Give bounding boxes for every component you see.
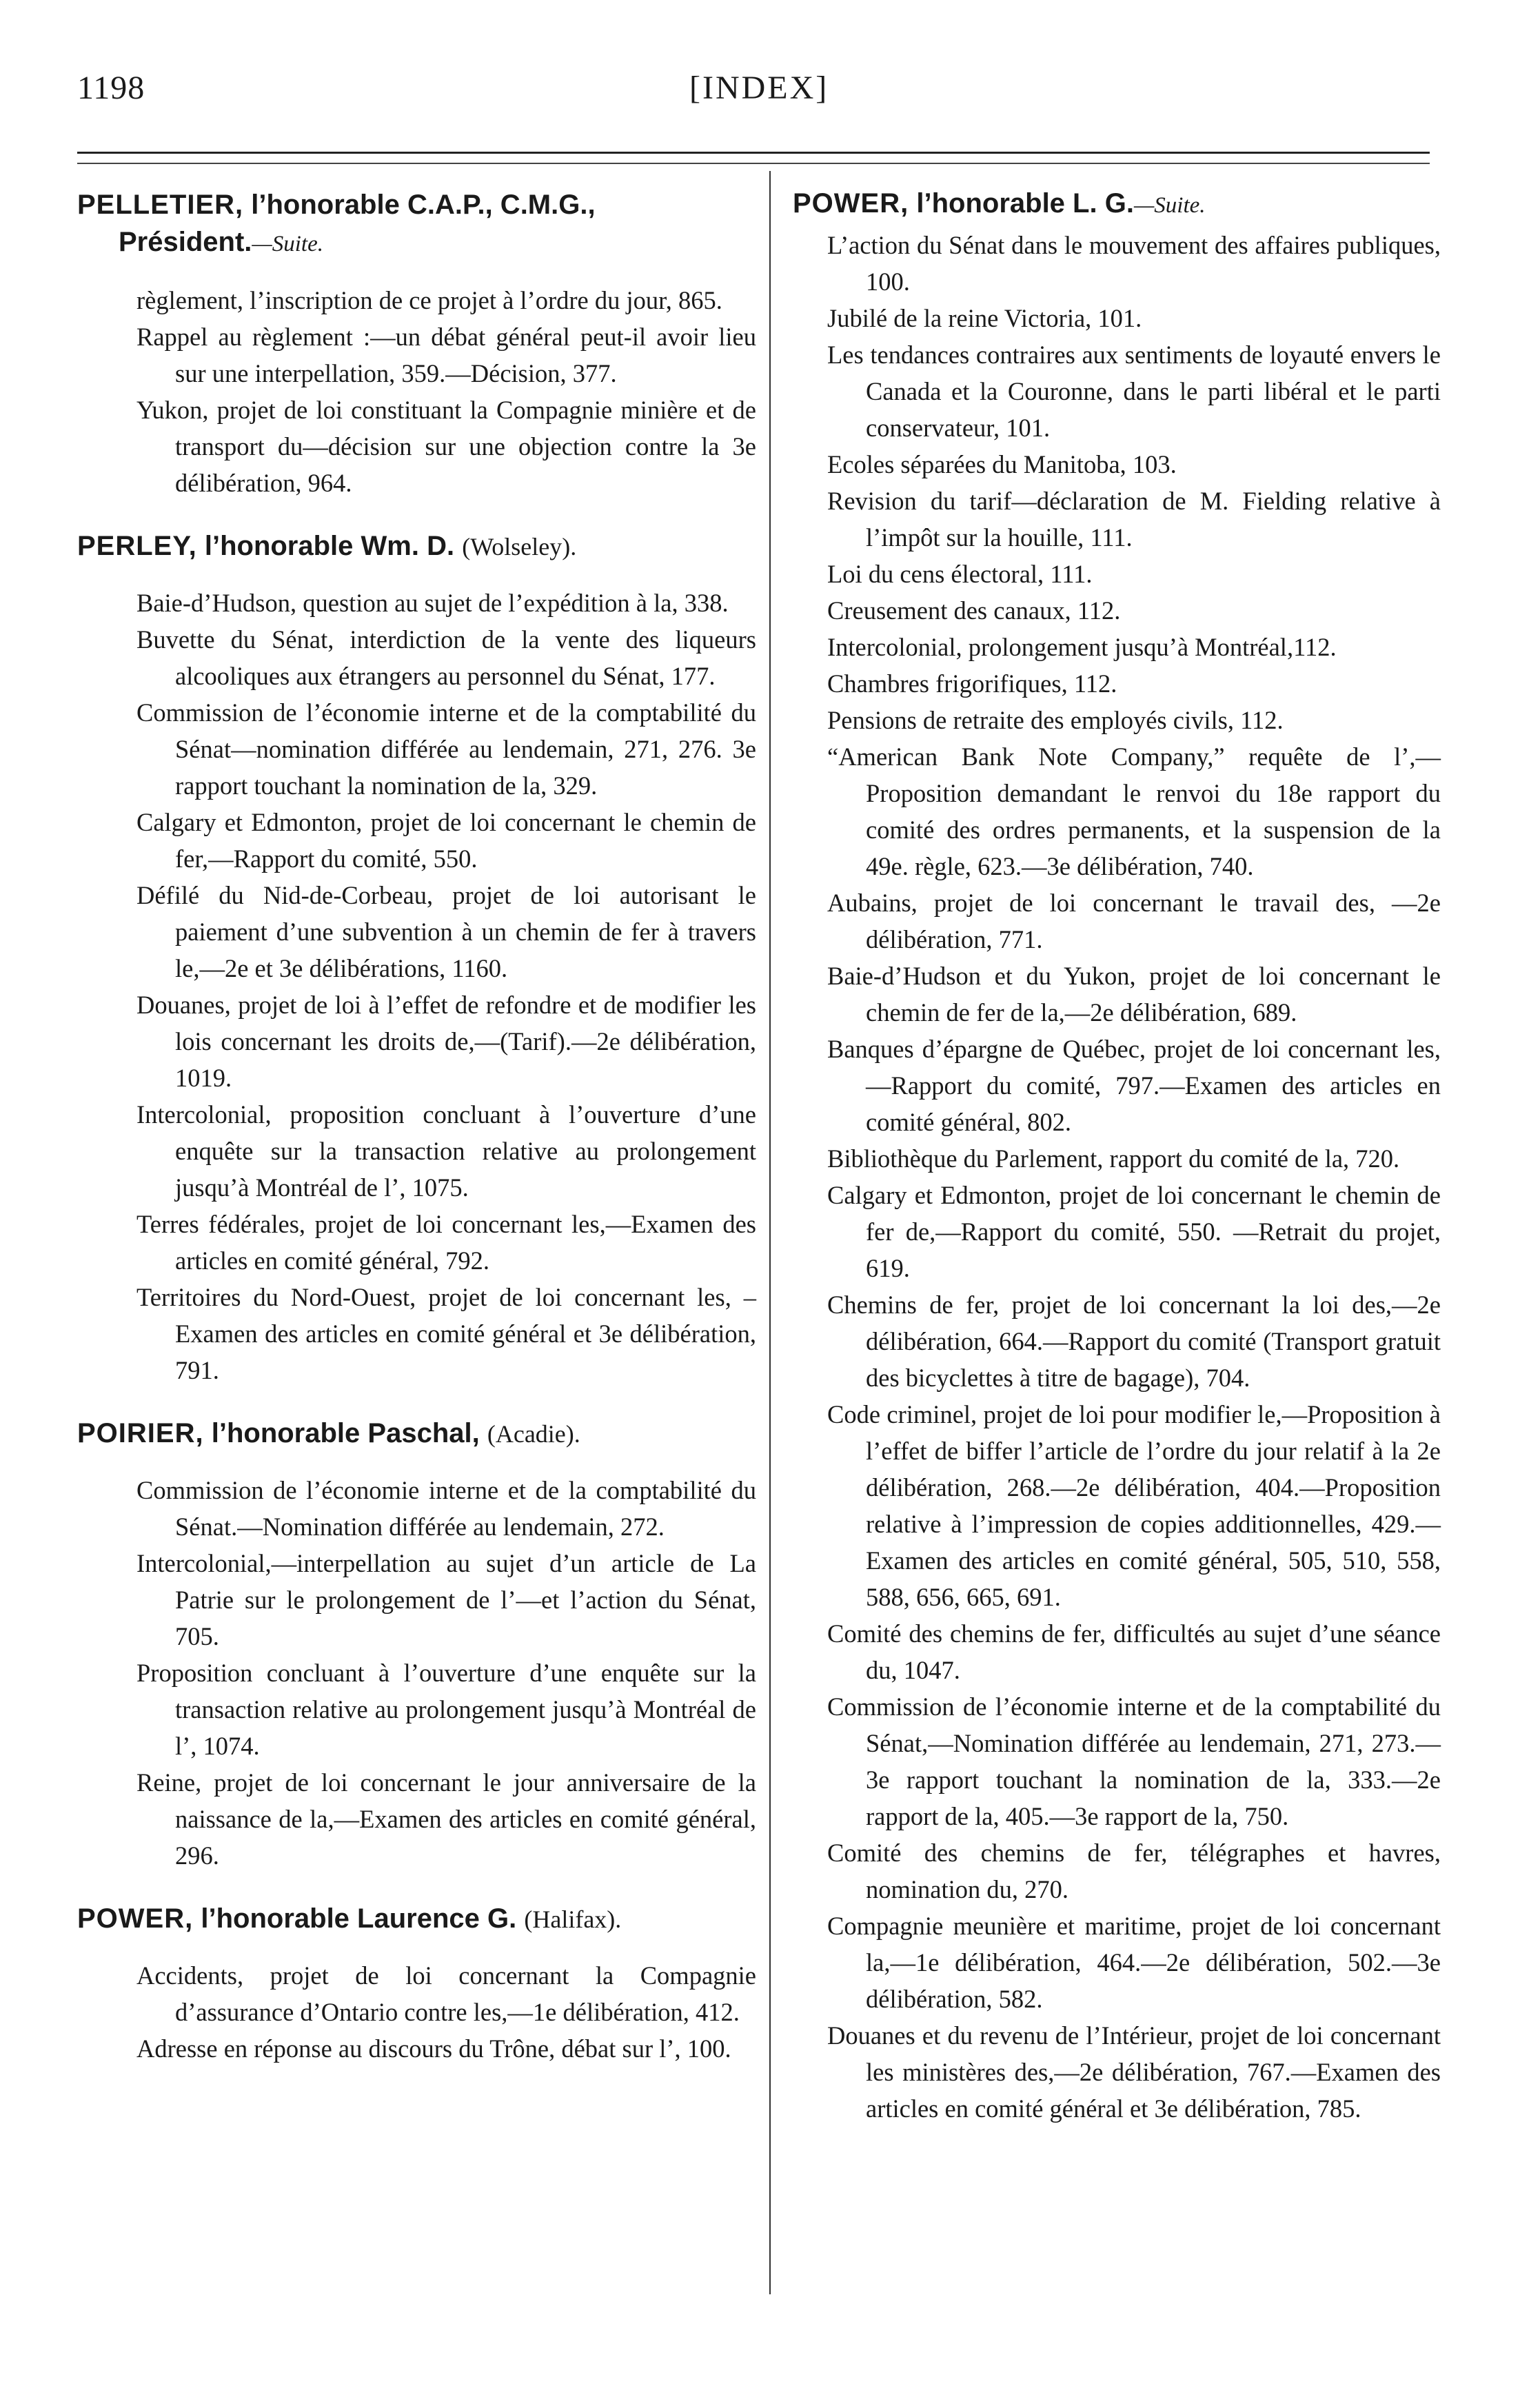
index-entry: Chemins de fer, projet de loi concernant la loi des,—2e délibération, 664.—Rapport du comité (Transport gratuit des bicyclettes à titre de bagage), 704. xyxy=(827,1291,1441,1392)
index-entry: Bibliothèque du Parlement, rapport du comité de la, 720. xyxy=(827,1144,1400,1173)
person-name: POWER, xyxy=(77,1903,194,1934)
index-entry: Buvette du Sénat, interdiction de la vente des liqueurs alcooliques aux étrangers au personnel du Sénat, 177. xyxy=(136,625,756,690)
riding: (Acadie). xyxy=(487,1420,580,1448)
index-entry: “American Bank Note Company,” requête de l’,—Proposition demandant le renvoi du 18e rapport du comité des ordres permanents, et la suspension de la 49e. règle, 623.—3e délibération, 740. xyxy=(827,742,1441,880)
index-entry: Baie-d’Hudson et du Yukon, projet de loi concernant le chemin de fer de la,—2e délibération, 689. xyxy=(827,962,1441,1027)
index-entry: Compagnie meunière et maritime, projet de loi concernant la,—1e délibération, 464.—2e délibération, 502.—3e délibération, 582. xyxy=(827,1912,1441,2013)
index-entry: Terres fédérales, projet de loi concernant les,—Examen des articles en comité général, 792. xyxy=(136,1210,756,1275)
entry-heading xyxy=(77,1415,756,1453)
continued-label: —Suite. xyxy=(252,232,323,256)
column-divider xyxy=(769,171,771,2294)
index-entry: Reine, projet de loi concernant le jour anniversaire de la naissance de la,—Examen des articles en comité général, 296. xyxy=(136,1768,756,1870)
entry-list xyxy=(77,282,756,501)
entry-heading xyxy=(77,1900,756,1938)
entry-list xyxy=(793,227,1441,2127)
index-entry: Commission de l’économie interne et de la comptabilité du Sénat.—Nomination différée au lendemain, 272. xyxy=(136,1476,756,1541)
index-entry: Intercolonial, prolongement jusqu’à Montréal,112. xyxy=(827,633,1337,661)
person-title: l’honorable C.A.P., C.M.G., xyxy=(251,190,596,220)
person-name: POWER, xyxy=(793,188,909,219)
index-entry: Banques d’épargne de Québec, projet de loi concernant les,—Rapport du comité, 797.—Examen des articles en comité général, 802. xyxy=(827,1035,1441,1136)
continued-label: —Suite. xyxy=(1133,193,1206,218)
index-entry: Douanes, projet de loi à l’effet de refondre et de modifier les lois concernant les droits de,—(Tarif).—2e délibération, 1019. xyxy=(136,991,756,1092)
right-column xyxy=(793,185,1441,2153)
index-entry: Intercolonial,—interpellation au sujet d’un article de La Patrie sur le prolongement de l’—et l’action du Sénat, 705. xyxy=(136,1549,756,1650)
index-entry: Commission de l’économie interne et de la comptabilité du Sénat—nomination différée au lendemain, 271, 276. 3e rapport touchant la nomination de la, 329. xyxy=(136,698,756,800)
index-entry: Adresse en réponse au discours du Trône, débat sur l’, 100. xyxy=(136,2034,731,2063)
riding: (Halifax). xyxy=(524,1905,622,1933)
header-rule xyxy=(77,152,1430,154)
entry-list xyxy=(77,585,756,1388)
person-title: l’honorable Paschal, xyxy=(211,1418,480,1448)
index-entry: Territoires du Nord-Ouest, projet de loi concernant les, –Examen des articles en comité général et 3e délibération, 791. xyxy=(136,1283,756,1384)
index-entry: Ecoles séparées du Manitoba, 103. xyxy=(827,450,1177,478)
index-entry: Yukon, projet de loi constituant la Compagnie minière et de transport du—décision sur une objection contre la 3e délibération, 964. xyxy=(136,396,756,497)
index-entry: Baie-d’Hudson, question au sujet de l’expédition à la, 338. xyxy=(136,589,729,617)
index-entry: Intercolonial, proposition concluant à l’ouverture d’une enquête sur la transaction relative au prolongement jusqu’à Montréal de l’, 1075. xyxy=(136,1100,756,1202)
index-entry: Revision du tarif—déclaration de M. Fielding relative à l’impôt sur la houille, 111. xyxy=(827,487,1441,552)
person-office xyxy=(77,223,756,263)
header-rule-thin xyxy=(77,163,1430,164)
index-entry: Douanes et du revenu de l’Intérieur, projet de loi concernant les ministères des,—2e délibération, 767.—Examen des articles en comité général et 3e délibération, 785. xyxy=(827,2021,1441,2123)
index-entry: L’action du Sénat dans le mouvement des affaires publiques, 100. xyxy=(827,231,1441,296)
index-entry: Creusement des canaux, 112. xyxy=(827,596,1121,625)
index-entry: Jubilé de la reine Victoria, 101. xyxy=(827,304,1142,332)
index-entry: règlement, l’inscription de ce projet à l’ordre du jour, 865. xyxy=(136,286,722,314)
index-entry: Code criminel, projet de loi pour modifier le,—Proposition à l’effet de biffer l’article de l’ordre du jour relatif à la 2e délibération, 268.—2e délibération, 404.—Proposition relative à l’impression de copies additionnelles, 429.—Examen des articles en comité général, 505, 510, 558, 588, 656, 665, 691. xyxy=(827,1400,1441,1611)
entry-heading xyxy=(77,527,756,565)
person-title: l’honorable L. G. xyxy=(916,188,1134,219)
index-entry: Calgary et Edmonton, projet de loi concernant le chemin de fer de,—Rapport du comité, 550. —Retrait du projet, 619. xyxy=(827,1181,1441,1282)
entry-heading xyxy=(793,185,1441,224)
running-head: [INDEX] xyxy=(689,70,829,106)
index-entry: Comité des chemins de fer, télégraphes et havres, nomination du, 270. xyxy=(827,1839,1441,1903)
index-entry: Aubains, projet de loi concernant le travail des, —2e délibération, 771. xyxy=(827,889,1441,953)
index-entry: Les tendances contraires aux sentiments de loyauté envers le Canada et la Couronne, dans le parti libéral et le parti conservateur, 101. xyxy=(827,341,1441,442)
person-title: l’honorable Laurence G. xyxy=(201,1903,517,1934)
left-column xyxy=(77,186,756,2093)
index-entry: Pensions de retraite des employés civils, 112. xyxy=(827,706,1284,734)
index-entry: Loi du cens électoral, 111. xyxy=(827,560,1093,588)
entry-list xyxy=(77,1472,756,1874)
index-entry: Chambres frigorifiques, 112. xyxy=(827,669,1117,698)
index-entry: Proposition concluant à l’ouverture d’une enquête sur la transaction relative au prolongement jusqu’à Montréal de l’, 1074. xyxy=(136,1659,756,1760)
page-number: 1198 xyxy=(77,70,145,106)
person-name: PERLEY, xyxy=(77,531,197,561)
person-name: PELLETIER, xyxy=(77,190,244,220)
index-entry: Comité des chemins de fer, difficultés au sujet d’une séance du, 1047. xyxy=(827,1619,1441,1684)
index-entry: Rappel au règlement :—un débat général peut-il avoir lieu sur une interpellation, 359.—Décision, 377. xyxy=(136,323,756,387)
entry-heading xyxy=(77,186,756,263)
index-entry: Calgary et Edmonton, projet de loi concernant le chemin de fer,—Rapport du comité, 550. xyxy=(136,808,756,873)
person-title: l’honorable Wm. D. xyxy=(204,531,455,561)
entry-list xyxy=(77,1957,756,2067)
index-entry: Commission de l’économie interne et de la comptabilité du Sénat,—Nomination différée au lendemain, 271, 273.—3e rapport touchant la nomination de la, 333.—2e rapport de la, 405.—3e rapport de la, 750. xyxy=(827,1692,1441,1830)
person-name: POIRIER, xyxy=(77,1418,204,1448)
riding: (Wolseley). xyxy=(462,533,577,560)
office-label: Président. xyxy=(119,227,252,257)
index-entry: Accidents, projet de loi concernant la Compagnie d’assurance d’Ontario contre les,—1e délibération, 412. xyxy=(136,1961,756,2026)
index-entry: Défilé du Nid-de-Corbeau, projet de loi autorisant le paiement d’une subvention à un chemin de fer à travers le,—2e et 3e délibérations, 1160. xyxy=(136,881,756,982)
